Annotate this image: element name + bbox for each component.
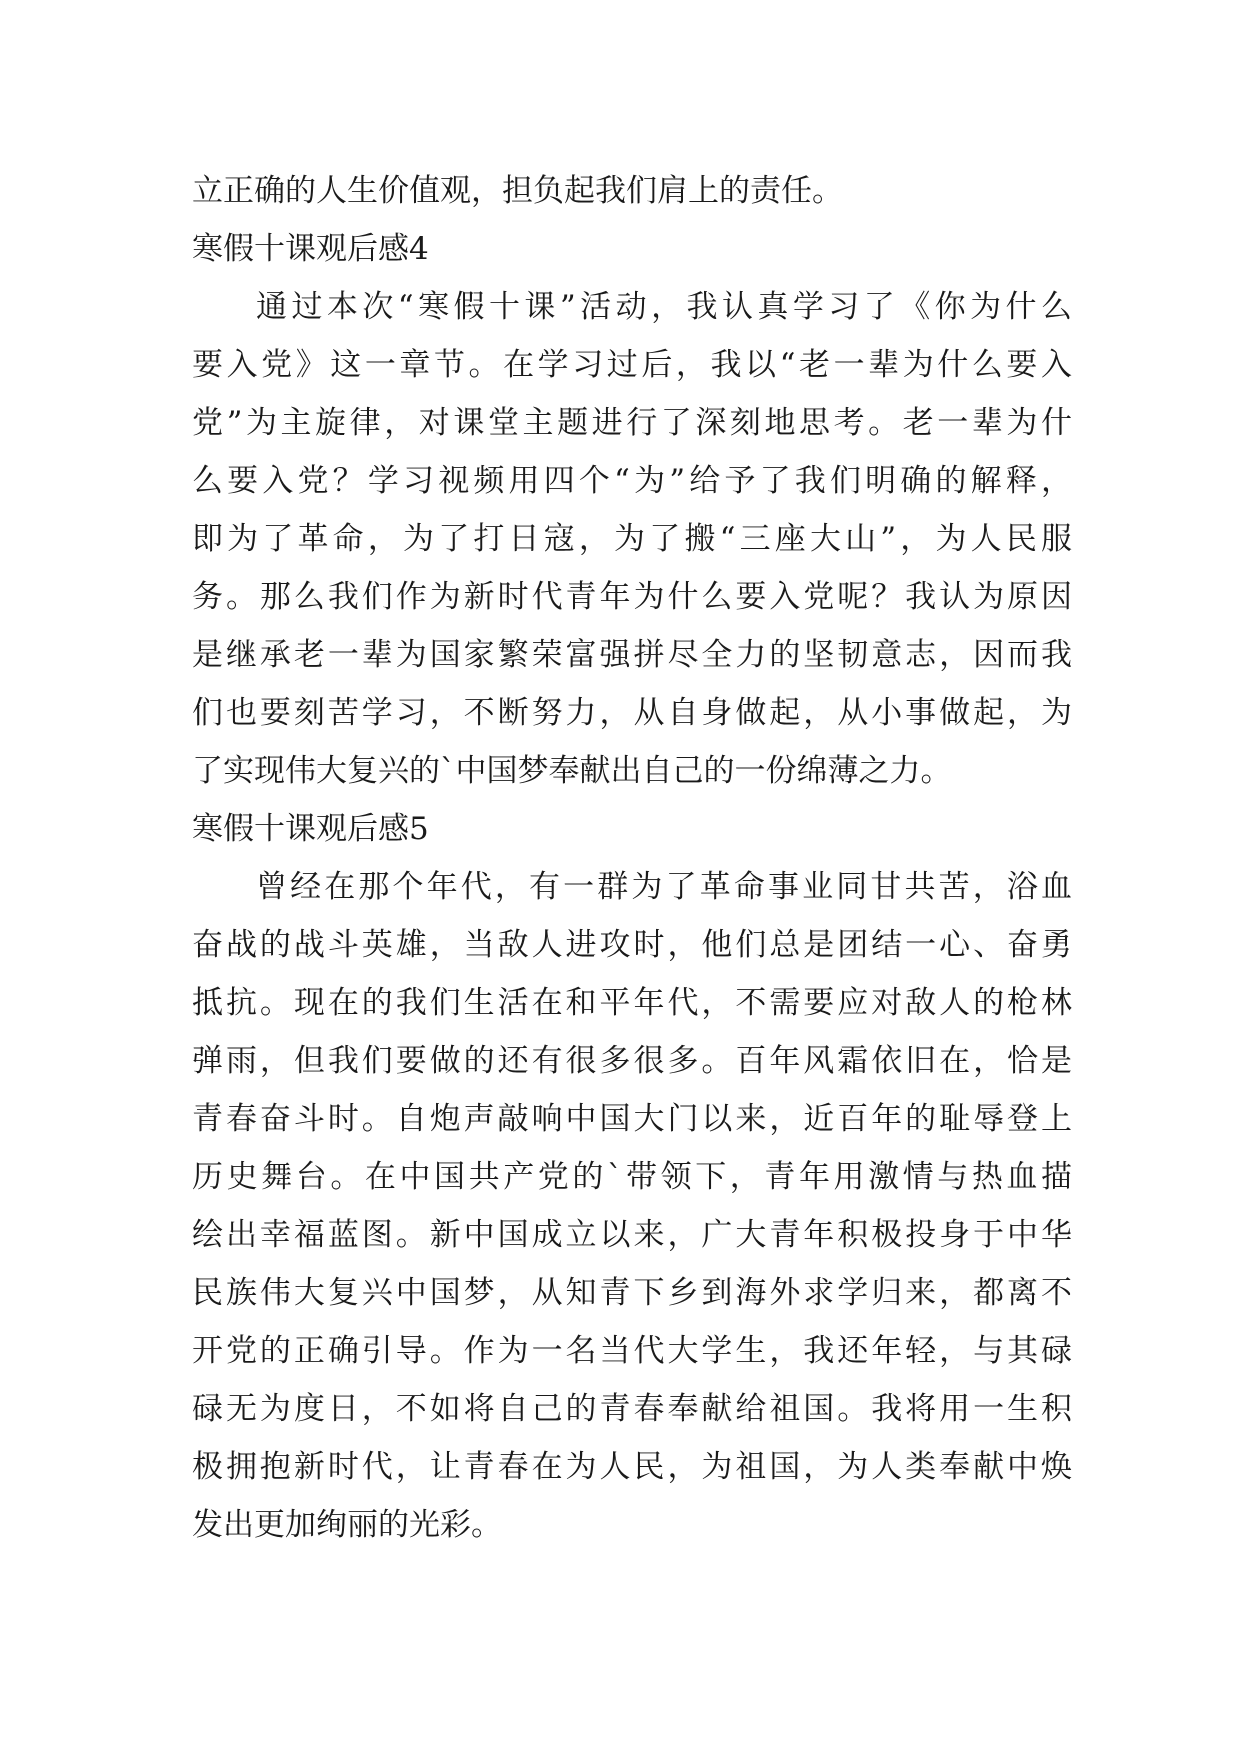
section-heading: 寒假十课观后感4 [192, 231, 429, 267]
paragraph-line: 么要入党？学习视频用四个“为”给予了我们明确的解释， [192, 463, 1072, 499]
paragraph-line: 立正确的人生价值观，担负起我们肩上的责任。 [192, 173, 843, 209]
paragraph-line: 是继承老一辈为国家繁荣富强拼尽全力的坚韧意志，因而我 [192, 637, 1072, 673]
paragraph-line: 务。那么我们作为新时代青年为什么要入党呢？我认为原因 [192, 579, 1072, 615]
paragraph-line: 即为了革命，为了打日寇，为了搬“三座大山”，为人民服 [192, 521, 1072, 557]
paragraph-line: 党”为主旋律，对课堂主题进行了深刻地思考。老一辈为什 [192, 405, 1072, 441]
paragraph-line: 历史舞台。在中国共产党的`带领下，青年用激情与热血描 [192, 1159, 1072, 1195]
paragraph-line: 碌无为度日，不如将自己的青春奉献给祖国。我将用一生积 [192, 1391, 1072, 1427]
document-body [192, 162, 1072, 1554]
paragraph-line: 弹雨，但我们要做的还有很多很多。百年风霜依旧在，恰是 [192, 1043, 1072, 1079]
paragraph-line: 曾经在那个年代，有一群为了革命事业同甘共苦，浴血 [256, 869, 1072, 905]
paragraph-line: 民族伟大复兴中国梦，从知青下乡到海外求学归来，都离不 [192, 1275, 1072, 1311]
paragraph-line: 开党的正确引导。作为一名当代大学生，我还年轻，与其碌 [192, 1333, 1072, 1369]
paragraph-line: 了实现伟大复兴的`中国梦奉献出自己的一份绵薄之力。 [192, 753, 952, 789]
paragraph-line: 极拥抱新时代，让青春在为人民，为祖国，为人类奉献中焕 [192, 1449, 1072, 1485]
paragraph-line: 发出更加绚丽的光彩。 [192, 1507, 502, 1543]
paragraph-line: 要入党》这一章节。在学习过后，我以“老一辈为什么要入 [192, 347, 1072, 383]
paragraph-line: 青春奋斗时。自炮声敲响中国大门以来，近百年的耻辱登上 [192, 1101, 1072, 1137]
paragraph-line: 奋战的战斗英雄，当敌人进攻时，他们总是团结一心、奋勇 [192, 927, 1072, 963]
paragraph-line: 通过本次“寒假十课”活动，我认真学习了《你为什么 [256, 289, 1072, 325]
paragraph-line: 们也要刻苦学习，不断努力，从自身做起，从小事做起，为 [192, 695, 1072, 731]
paragraph-line: 绘出幸福蓝图。新中国成立以来，广大青年积极投身于中华 [192, 1217, 1072, 1253]
paragraph-line: 抵抗。现在的我们生活在和平年代，不需要应对敌人的枪林 [192, 985, 1072, 1021]
section-heading: 寒假十课观后感5 [192, 811, 429, 847]
